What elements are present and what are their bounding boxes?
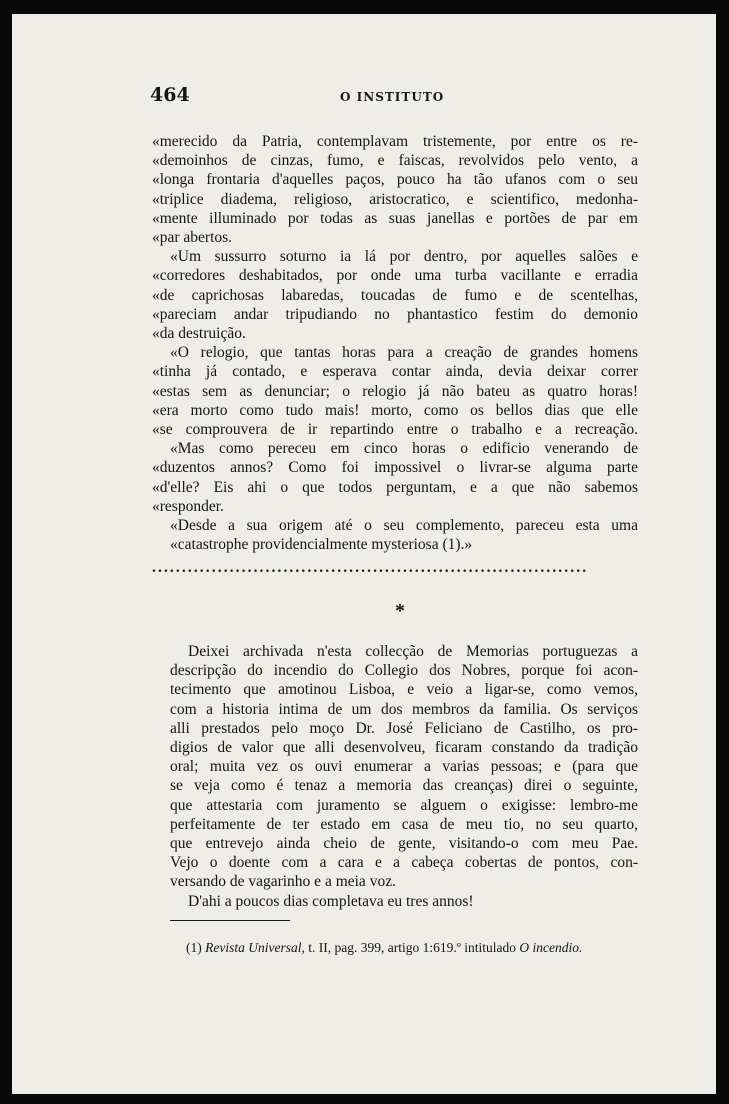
text-line: oral; muita vez os ouvi enumerar a varias pessoas; e (para que (170, 758, 638, 776)
text-line: alli prestados pelo moço Dr. José Feliciano de Castilho, os pro- (170, 719, 638, 737)
page-number: 464 (150, 84, 190, 106)
running-title: O INSTITUTO (340, 90, 445, 104)
text-line: com a historia intima de um dos membros da familia. Os serviços (170, 700, 638, 718)
text-line: «estas sem as denunciar; o relogio já não bateu as quatro horas! (152, 382, 638, 400)
quoted-paragraph-3 (152, 343, 638, 439)
quoted-passage (152, 132, 638, 642)
footnote-marker: (1) (186, 940, 202, 955)
footnote-rule (170, 920, 290, 921)
text-line: Deixei archivada n'esta collecção de Memorias portuguezas a (188, 643, 638, 660)
text-line: «O relogio, que tantas horas para a creação de grandes homens (170, 344, 638, 362)
quoted-paragraph-4 (152, 439, 638, 516)
main-paragraph-2 (170, 892, 638, 911)
text-line: «d'elle? Eis ahi o que todos perguntam, e a que não sabemos (152, 478, 638, 496)
text-line: «duzentos annos? Como foi impossivel o livrar-se alguma parte (152, 459, 638, 477)
text-line: «par abertos. (152, 229, 233, 247)
text-line: «merecido da Patria, contemplavam tristemente, por entre os re- (152, 133, 638, 150)
text-line: «da destruição. (152, 325, 246, 343)
text-line: «catastrophe providencialmente mysteriosa (1).» (170, 536, 473, 554)
text-line: tecimento que amotinou Lisboa, e veio a ligar-se, como vemos, (170, 681, 638, 699)
text-line: «de caprichosas labaredas, toucadas de fumo e de scentelhas, (152, 286, 638, 304)
main-paragraph-1 (170, 642, 638, 892)
footnote-source: Revista Universal, (205, 940, 305, 955)
page-header (150, 84, 640, 114)
text-line: que attestaria com juramento se alguem o exigisse: lembro-me (170, 796, 638, 814)
footnote-details: t. II, pag. 399, artigo 1:619.º intitulado (308, 940, 517, 955)
book-page (12, 14, 716, 1094)
quoted-paragraph-1 (152, 132, 638, 247)
text-line: «Um sussurro soturno ia lá por dentro, por aquelles salões e (170, 248, 638, 266)
text-line: «Mas como pereceu em cinco horas o edificio venerando de (170, 440, 638, 458)
text-line: descripção do incendio do Collegio dos Nobres, porque foi acon- (170, 662, 638, 680)
footnote (186, 940, 646, 956)
text-line: «triplice diadema, religioso, aristocratico, e scientifico, medonha- (152, 190, 638, 208)
text-line: se veja como é tenaz a memoria das creanças) direi o seguinte, (170, 777, 638, 795)
text-line: que entrevejo ainda cheio de gente, visitando-o com meu Pae. (170, 835, 638, 853)
text-line: «mente illuminado por todas as suas janellas e portões de par em (152, 209, 638, 227)
text-line: «demoinhos de cinzas, fumo, e faiscas, revolvidos pelo vento, a (152, 152, 638, 170)
text-line: «Desde a sua origem até o seu complemento, pareceu esta uma (170, 517, 638, 535)
ellipsis-dots: ......................................................................... (152, 559, 589, 577)
quoted-paragraph-5 (152, 516, 638, 554)
main-passage (170, 642, 638, 911)
text-line: «pareciam andar tripudiando no phantastico festim do demonio (152, 305, 638, 323)
text-line: «corredores deshabitados, por onde uma turba vacillante e erradia (152, 267, 638, 285)
text-line: perfeitamente de ter estado em casa de meu tio, no seu quarto, (170, 815, 638, 833)
text-line: versando de vagarinho e a meia voz. (170, 873, 396, 891)
text-line: D'ahi a poucos dias completava eu tres annos! (188, 892, 474, 910)
text-line: «tinha já contado, e esperava contar ainda, devia deixar correr (152, 363, 638, 381)
text-line: digios de valor que alli desenvolveu, ficaram constando da tradição (170, 739, 638, 757)
text-line: «responder. (152, 497, 224, 515)
text-line: «se comprouvera de ir repartindo entre o trabalho e a recreação. (152, 421, 638, 439)
quoted-paragraph-2 (152, 247, 638, 343)
text-line: Vejo o doente com a cara e a cabeça cobertas de pontos, con- (170, 854, 638, 872)
section-separator: * (395, 599, 405, 622)
text-line: «longa frontaria d'aquelles paços, pouco ha tão ufanos com o seu (152, 171, 638, 189)
footnote-title: O incendio. (519, 940, 583, 955)
text-line: «era morto como tudo mais! morto, como os bellos dias que elle (152, 401, 638, 419)
